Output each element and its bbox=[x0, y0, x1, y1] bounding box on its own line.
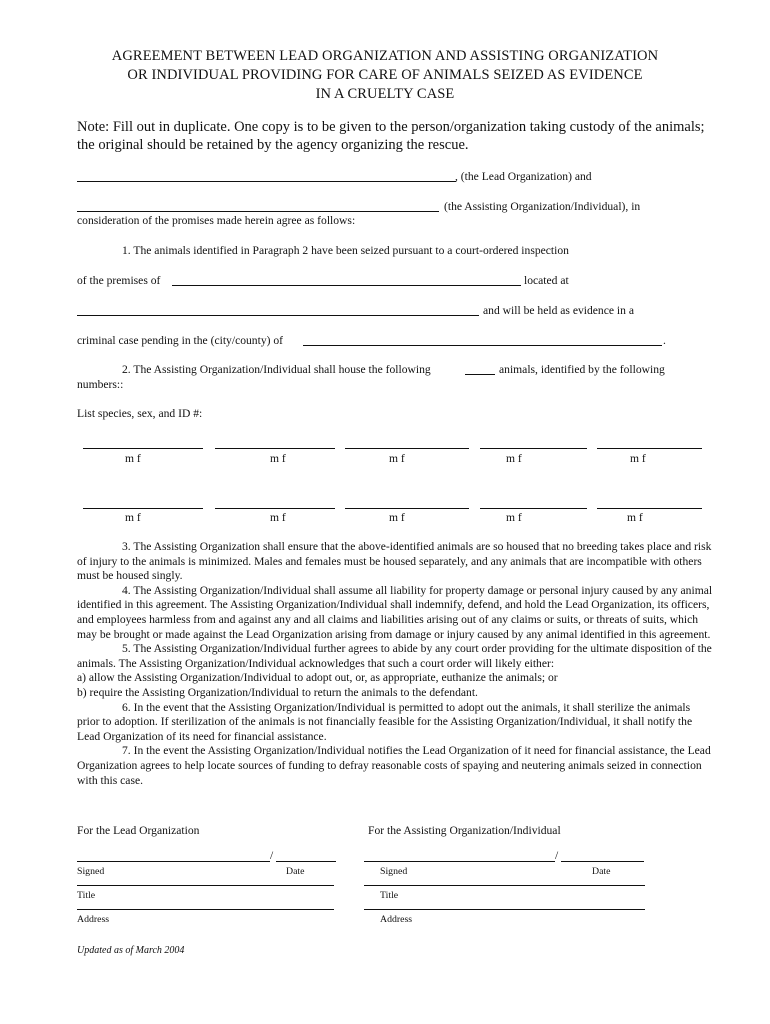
slash-separator: / bbox=[270, 849, 274, 862]
sex-selector-mf[interactable]: m f bbox=[270, 511, 286, 524]
animal-id-field[interactable] bbox=[83, 508, 203, 509]
date-label: Date bbox=[286, 866, 305, 877]
title-label: Title bbox=[77, 890, 96, 901]
updated-date-footer: Updated as of March 2004 bbox=[77, 945, 185, 956]
list-species-label: List species, sex, and ID #: bbox=[77, 407, 203, 420]
paragraph-4: 4. The Assisting Organization/Individual shall assume all liability for property damage or personal injury caused by any animal identified in this agreement. The Assisting Organization/Individual shall indemnify, defend, and hold the Lead Organization, its officers, and employees harmless from and against any and all claims and liabilities arising out of any claims or suits, or threats of suits, which may be brought or made against the Lead Organization arising from damage or injury caused by any animal identified in this agreement. bbox=[77, 583, 713, 641]
date-label: Date bbox=[592, 866, 611, 877]
paragraph-6: 6. In the event that the Assisting Organization/Individual is permitted to adopt out the animals, it shall sterilize the animals prior to adoption. If sterilization of the animals is not financially feasible for the Assisting Organization/Individual, it shall notify the Lead Organization of its need for financial assistance. bbox=[77, 700, 693, 743]
assisting-signature-heading: For the Assisting Organization/Individual bbox=[368, 824, 561, 837]
premises-field[interactable] bbox=[172, 285, 521, 286]
animal-id-field[interactable] bbox=[215, 508, 335, 509]
document-title bbox=[0, 47, 770, 104]
assisting-signature-field[interactable] bbox=[364, 861, 555, 862]
sex-selector-mf[interactable]: m f bbox=[270, 452, 286, 465]
paragraph-5: 5. The Assisting Organization/Individual further agrees to abide by any court order providing for the ultimate disposition of the animals. The Assisting Organization/Individual acknowledges that such a court order will likely either: bbox=[77, 642, 712, 670]
sex-selector-mf[interactable]: m f bbox=[506, 452, 522, 465]
instructions-note: Note: Fill out in duplicate. One copy is to be given to the person/organization taking custody of the animals; the original should be retained by the agency organizing the rescue. bbox=[77, 119, 705, 153]
title-line-1: AGREEMENT BETWEEN LEAD ORGANIZATION AND ASSISTING ORGANIZATION bbox=[111, 48, 659, 64]
city-county-field[interactable] bbox=[303, 345, 662, 346]
premises-label: of the premises of bbox=[77, 274, 161, 287]
title-label: Title bbox=[380, 890, 399, 901]
assisting-title-field[interactable] bbox=[364, 885, 645, 886]
paragraph-2-text-b: animals, identified by the following bbox=[499, 363, 665, 376]
consideration-text: consideration of the promises made herein agree as follows: bbox=[77, 214, 356, 227]
animal-id-field[interactable] bbox=[480, 508, 587, 509]
animal-id-field[interactable] bbox=[215, 448, 335, 449]
sex-selector-mf[interactable]: m f bbox=[125, 511, 141, 524]
evidence-text: and will be held as evidence in a bbox=[483, 304, 634, 317]
lead-organization-label: , (the Lead Organization) and bbox=[455, 170, 592, 183]
sex-selector-mf[interactable]: m f bbox=[389, 511, 405, 524]
paragraph-1-text: 1. The animals identified in Paragraph 2 have been seized pursuant to a court-ordered inspection bbox=[122, 244, 569, 257]
animal-id-field[interactable] bbox=[597, 448, 702, 449]
paragraph-7: 7. In the event the Assisting Organization/Individual notifies the Lead Organization of it need for financial assistance, the Lead Organization agrees to help locate sources of funding to defray reasonable costs of spaying and neutering animals seized in connection with this case. bbox=[77, 744, 711, 787]
lead-address-field[interactable] bbox=[77, 909, 334, 910]
sex-selector-mf[interactable]: m f bbox=[389, 452, 405, 465]
title-line-3: IN A CRUELTY CASE bbox=[315, 86, 455, 102]
animal-id-field[interactable] bbox=[597, 508, 702, 509]
lead-signature-heading: For the Lead Organization bbox=[77, 824, 200, 837]
terms-block bbox=[77, 540, 713, 788]
animal-id-field[interactable] bbox=[480, 448, 587, 449]
location-field[interactable] bbox=[77, 315, 479, 316]
sex-selector-mf[interactable]: m f bbox=[125, 452, 141, 465]
assisting-organization-field[interactable] bbox=[77, 211, 439, 212]
lead-signature-field[interactable] bbox=[77, 861, 270, 862]
animal-id-field[interactable] bbox=[345, 508, 469, 509]
assisting-organization-label: (the Assisting Organization/Individual), in bbox=[444, 200, 641, 213]
animal-count-field[interactable] bbox=[465, 374, 495, 375]
criminal-case-label: criminal case pending in the (city/county) of bbox=[77, 334, 284, 347]
assisting-date-field[interactable] bbox=[561, 861, 644, 862]
address-label: Address bbox=[380, 914, 413, 925]
lead-date-field[interactable] bbox=[276, 861, 336, 862]
paragraph-5a: a) allow the Assisting Organization/Individual to adopt out, or, as appropriate, euthanize the animals; or bbox=[77, 671, 558, 685]
located-at-label: located at bbox=[524, 274, 569, 287]
paragraph-2-text-c: numbers:: bbox=[77, 378, 124, 391]
slash-separator: / bbox=[555, 849, 559, 862]
sex-selector-mf[interactable]: m f bbox=[630, 452, 646, 465]
signed-label: Signed bbox=[77, 866, 105, 877]
paragraph-3: 3. The Assisting Organization shall ensure that the above-identified animals are so housed that no breeding takes place and risk of injury to the animals is minimized. Males and females must be housed separately, and any animals that are incompatible with others must be housed singly. bbox=[77, 540, 712, 583]
title-line-2: OR INDIVIDUAL PROVIDING FOR CARE OF ANIMALS SEIZED AS EVIDENCE bbox=[127, 67, 643, 83]
criminal-case-end: . bbox=[663, 334, 666, 347]
paragraph-5b: b) require the Assisting Organization/Individual to return the animals to the defendant. bbox=[77, 685, 478, 699]
signed-label: Signed bbox=[380, 866, 408, 877]
sex-selector-mf[interactable]: m f bbox=[627, 511, 643, 524]
animal-id-field[interactable] bbox=[83, 448, 203, 449]
sex-selector-mf[interactable]: m f bbox=[506, 511, 522, 524]
lead-organization-field[interactable] bbox=[77, 181, 456, 182]
address-label: Address bbox=[77, 914, 110, 925]
animal-id-field[interactable] bbox=[345, 448, 469, 449]
lead-title-field[interactable] bbox=[77, 885, 334, 886]
assisting-address-field[interactable] bbox=[364, 909, 645, 910]
paragraph-2-text-a: 2. The Assisting Organization/Individual shall house the following bbox=[122, 363, 431, 376]
